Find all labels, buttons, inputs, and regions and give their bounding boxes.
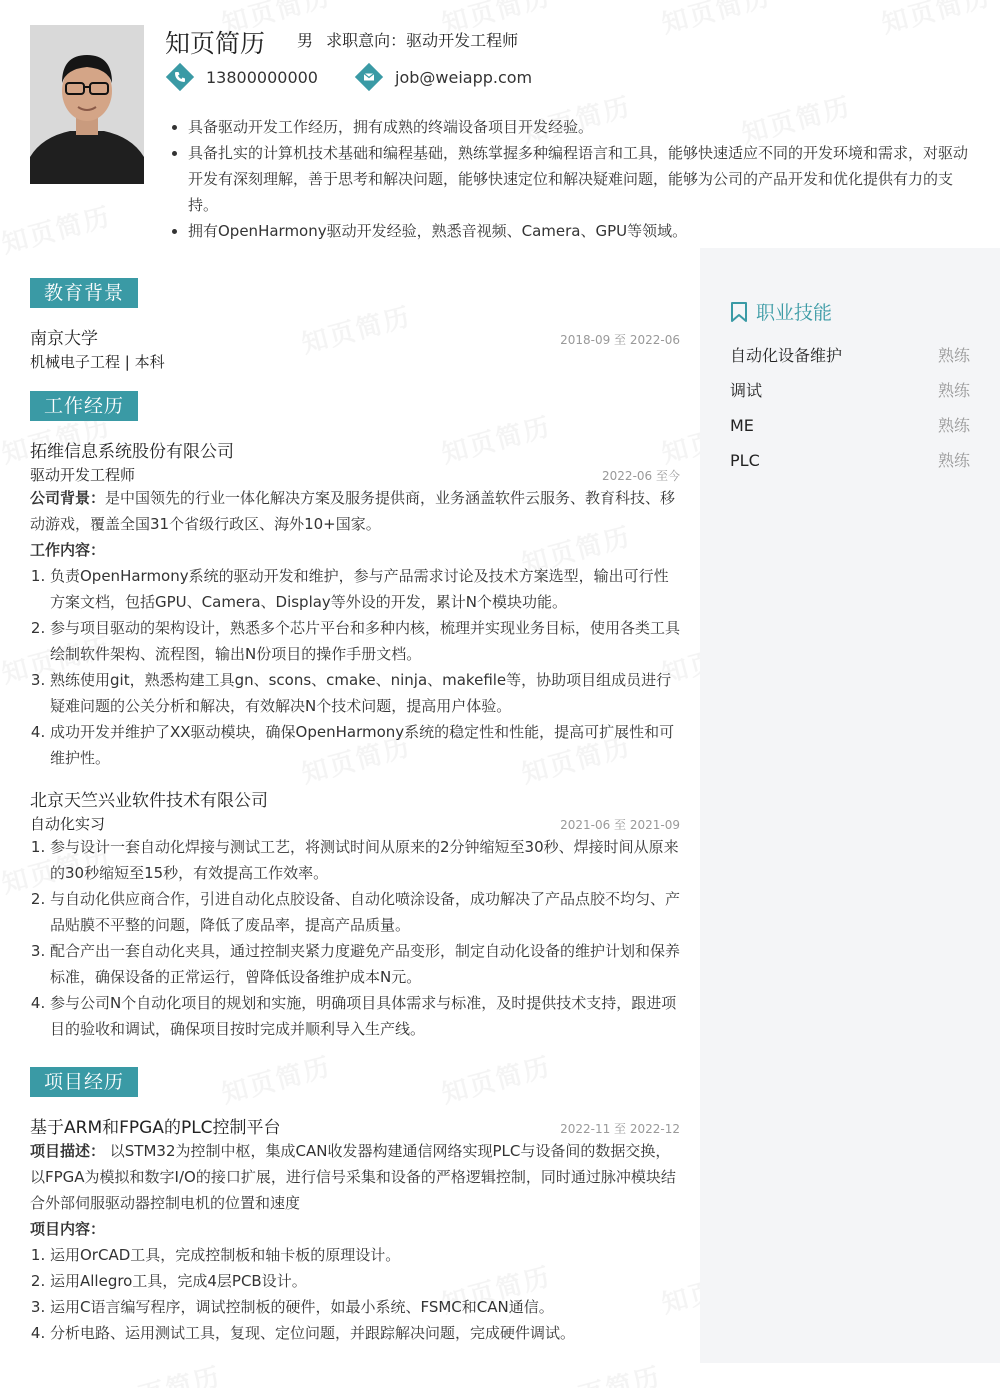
work-heading: 工作经历: [30, 391, 138, 421]
skill-level: 熟练: [937, 451, 970, 470]
skill-name: 自动化设备维护: [730, 346, 843, 365]
job-role: 自动化实习: [30, 815, 106, 833]
summary-item: 拥有OpenHarmony驱动开发经验，熟悉音视频、Camera、GPU等领域。: [168, 218, 978, 244]
project-description-label: 项目描述：: [30, 1142, 106, 1160]
skill-level: 熟练: [937, 416, 970, 435]
projects-heading: 项目经历: [30, 1067, 138, 1097]
job-date: 2021-06 至 2021-09: [560, 818, 680, 832]
watermark: [547, 1356, 665, 1388]
list-item: 4. 参与公司N个自动化项目的规划和实施，明确项目具体需求与标准，及时提供技术支持，跟进项目的验收和调试，确保项目按时完成并顺利导入生产线。: [50, 990, 680, 1042]
job-role: 驱动开发工程师: [30, 466, 136, 484]
bookmark-icon: [730, 301, 748, 323]
list-item: 2. 与自动化供应商合作，引进自动化点胶设备、自动化喷涂设备，成功解决了产品点胶不均匀、产品贴膜不平整的问题，降低了废品率，提高产品质量。: [50, 886, 680, 938]
skill-row: [730, 408, 970, 443]
company-background-text: 是中国领先的行业一体化解决方案及服务提供商，业务涵盖软件云服务、教育科技、移动游戏，覆盖全国31个省级行政区、海外10+国家。: [30, 489, 676, 533]
skills-heading: [730, 298, 832, 325]
major: 机械电子工程 | 本科: [30, 353, 165, 371]
list-item: 3. 运用C语言编写程序，调试控制板的硬件，如最小系统、FSMC和CAN通信。: [50, 1294, 680, 1320]
skill-level: 熟练: [937, 346, 970, 365]
list-item: 4. 分析电路、运用测试工具，复现、定位问题，并跟踪解决问题，完成硬件调试。: [50, 1320, 680, 1346]
skill-name: ME: [730, 416, 754, 435]
job-intent: 驱动开发工程师: [406, 31, 519, 50]
skill-name: 调试: [730, 381, 763, 400]
summary-list: [168, 114, 978, 244]
education-heading: 教育背景: [30, 278, 138, 308]
candidate-name: 知页简历: [165, 29, 266, 58]
list-item: 2. 参与项目驱动的架构设计，熟悉多个芯片平台和多种内核，梳理并实现业务目标，使用各类工具绘制软件架构、流程图，输出N份项目的操作手册文档。: [50, 615, 680, 667]
project-description-text: 以STM32为控制中枢，集成CAN收发器构建通信网络实现PLC与设备间的数据交换，以FPGA为模拟和数字I/O的接口扩展，进行信号采集和设备的严格逻辑控制，同时通过脉冲模块结合外部伺服驱动器控制电机的位置和速度: [30, 1142, 676, 1212]
watermark: [877, 0, 995, 41]
email-address[interactable]: job@weiapp.com: [395, 67, 533, 87]
skills-title: 职业技能: [756, 302, 833, 324]
skill-row: [730, 443, 970, 478]
list-item: 3. 配合产出一套自动化夹具，通过控制夹紧力度避免产品变形，制定自动化设备的维护计划和保养标准，确保设备的正常运行，曾降低设备维护成本N元。: [50, 938, 680, 990]
avatar: [30, 25, 144, 184]
project-name: 基于ARM和FPGA的PLC控制平台: [30, 1118, 281, 1138]
intent-label: 求职意向：: [326, 31, 407, 50]
email-icon: [355, 63, 383, 91]
project-entry: [30, 1113, 680, 1346]
skill-level: 熟练: [937, 381, 970, 400]
watermark: [107, 1356, 225, 1388]
education-date: 2018-09 至 2022-06: [560, 333, 680, 347]
watermark: [0, 196, 115, 261]
summary-item: 具备驱动开发工作经历，拥有成熟的终端设备项目开发经验。: [168, 114, 978, 140]
school-name: 南京大学: [30, 329, 98, 349]
company-name: 拓维信息系统股份有限公司: [30, 442, 234, 462]
company-name: 北京天竺兴业软件技术有限公司: [30, 791, 268, 811]
watermark: [437, 1046, 555, 1111]
skill-row: [730, 338, 970, 373]
company-background-label: 公司背景：: [30, 489, 106, 507]
work-content-label: 工作内容：: [30, 541, 106, 559]
project-items: [30, 1242, 680, 1346]
skills-list: [730, 338, 970, 478]
list-item: 4. 成功开发并维护了XX驱动模块，确保OpenHarmony系统的稳定性和性能，提高可扩展性和可维护性。: [50, 719, 680, 771]
skill-row: [730, 373, 970, 408]
list-item: 2. 运用Allegro工具，完成4层PCB设计。: [50, 1268, 680, 1294]
phone-contact: [166, 67, 318, 87]
company-background: [30, 485, 680, 537]
header-meta: [297, 28, 526, 51]
job-entry: [30, 437, 680, 771]
project-date: 2022-11 至 2022-12: [560, 1122, 680, 1136]
project-content-label: 项目内容：: [30, 1220, 106, 1238]
work-items: [30, 563, 680, 771]
watermark: [217, 1046, 335, 1111]
education-block: [30, 324, 680, 372]
gender: 男: [297, 31, 314, 50]
skill-name: PLC: [730, 451, 760, 470]
phone-number: 13800000000: [206, 67, 318, 87]
job-date: 2022-06 至今: [602, 469, 680, 483]
project-description: [30, 1138, 680, 1216]
watermark: [657, 0, 775, 41]
phone-icon: [166, 63, 194, 91]
list-item: 1. 负责OpenHarmony系统的驱动开发和维护，参与产品需求讨论及技术方案选型，输出可行性方案文档，包括GPU、Camera、Display等外设的开发，累计N个模块功能。: [50, 563, 680, 615]
work-items: [30, 834, 680, 1042]
list-item: 1. 参与设计一套自动化焊接与测试工艺，将测试时间从原来的2分钟缩短至30秒、焊接时间从原来的30秒缩短至15秒，有效提高工作效率。: [50, 834, 680, 886]
summary-item: 具备扎实的计算机技术基础和编程基础，熟练掌握多种编程语言和工具，能够快速适应不同的开发环境和需求，对驱动开发有深刻理解，善于思考和解决问题，能够快速定位和解决疑难问题，能够为公司的产品开发和优化提供有力的支持。: [168, 140, 978, 218]
email-contact: [355, 67, 532, 87]
job-entry: [30, 786, 680, 1042]
list-item: 1. 运用OrCAD工具，完成控制板和轴卡板的原理设计。: [50, 1242, 680, 1268]
list-item: 3. 熟练使用git，熟悉构建工具gn、scons、cmake、ninja、makefile等，协助项目组成员进行疑难问题的公关分析和解决，有效解决N个技术问题，提高用户体验。: [50, 667, 680, 719]
